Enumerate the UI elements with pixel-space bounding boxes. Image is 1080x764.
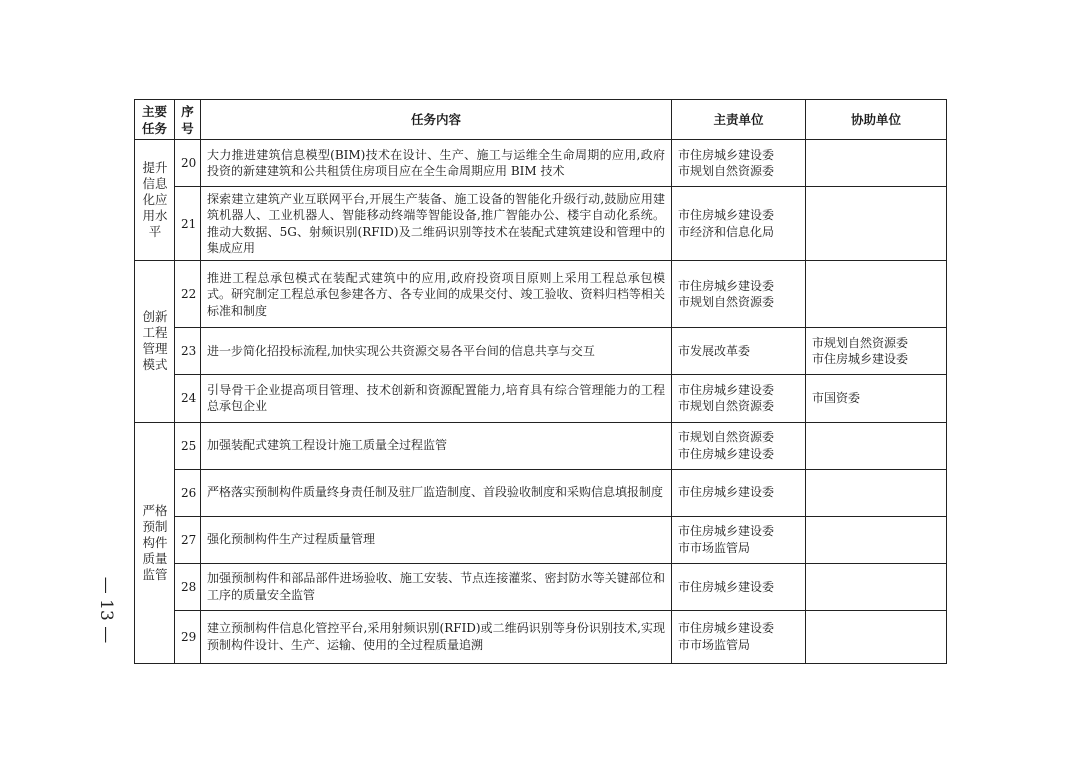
seq-cell: 22 [175,261,201,328]
seq-cell: 23 [175,328,201,375]
header-row [135,100,947,140]
assist-cell: 市国资委 [806,375,947,422]
lead-cell: 市住房城乡建设委 市规划自然资源委 [672,261,806,328]
table-row [135,469,947,516]
table-row [135,563,947,610]
assist-cell [806,563,947,610]
group-cell: 严格预制构件质量监管 [135,422,175,664]
content-cell: 推进工程总承包模式在装配式建筑中的应用,政府投资项目原则上采用工程总承包模式。研究制定工程总承包参建各方、各专业间的成果交付、竣工验收、资料归档等相关标准和制度 [201,261,672,328]
seq-cell: 24 [175,375,201,422]
assist-cell [806,187,947,261]
table-row [135,261,947,328]
table-row [135,140,947,187]
seq-cell: 29 [175,610,201,663]
seq-cell: 20 [175,140,201,187]
table-row [135,610,947,663]
header-assist: 协助单位 [806,100,947,140]
assist-cell [806,469,947,516]
header-task: 主要任务 [135,100,175,140]
content-cell: 进一步简化招投标流程,加快实现公共资源交易各平台间的信息共享与交互 [201,328,672,375]
table-row [135,187,947,261]
content-cell: 建立预制构件信息化管控平台,采用射频识别(RFID)或二维码识别等身份识别技术,实现预制构件设计、生产、运输、使用的全过程质量追溯 [201,610,672,663]
content-cell: 大力推进建筑信息模型(BIM)技术在设计、生产、施工与运维全生命周期的应用,政府投资的新建建筑和公共租赁住房项目应在全生命周期应用 BIM 技术 [201,140,672,187]
content-cell: 引导骨干企业提高项目管理、技术创新和资源配置能力,培育具有综合管理能力的工程总承包企业 [201,375,672,422]
content-cell: 加强装配式建筑工程设计施工质量全过程监管 [201,422,672,469]
content-cell: 严格落实预制构件质量终身责任制及驻厂监造制度、首段验收制度和采购信息填报制度 [201,469,672,516]
lead-cell: 市住房城乡建设委 市规划自然资源委 [672,140,806,187]
task-table [134,99,947,664]
lead-cell: 市住房城乡建设委 [672,563,806,610]
assist-cell: 市规划自然资源委 市住房城乡建设委 [806,328,947,375]
lead-cell: 市住房城乡建设委 市规划自然资源委 [672,375,806,422]
lead-cell: 市发展改革委 [672,328,806,375]
assist-cell [806,422,947,469]
seq-cell: 27 [175,516,201,563]
table-row [135,516,947,563]
lead-cell: 市住房城乡建设委 市经济和信息化局 [672,187,806,261]
assist-cell [806,610,947,663]
seq-cell: 26 [175,469,201,516]
header-content: 任务内容 [201,100,672,140]
assist-cell [806,261,947,328]
lead-cell: 市住房城乡建设委 市市场监管局 [672,610,806,663]
seq-cell: 25 [175,422,201,469]
content-cell: 加强预制构件和部品部件进场验收、施工安装、节点连接灌浆、密封防水等关键部位和工序的质量安全监管 [201,563,672,610]
header-seq: 序号 [175,100,201,140]
page-number: — 13 — [96,576,117,644]
group-cell: 创新工程管理模式 [135,261,175,422]
content-cell: 强化预制构件生产过程质量管理 [201,516,672,563]
assist-cell [806,516,947,563]
lead-cell: 市住房城乡建设委 [672,469,806,516]
lead-cell: 市规划自然资源委 市住房城乡建设委 [672,422,806,469]
assist-cell [806,140,947,187]
header-lead: 主责单位 [672,100,806,140]
page-number-container [94,570,118,650]
seq-cell: 28 [175,563,201,610]
table-row [135,422,947,469]
lead-cell: 市住房城乡建设委 市市场监管局 [672,516,806,563]
table-row [135,328,947,375]
seq-cell: 21 [175,187,201,261]
content-cell: 探索建立建筑产业互联网平台,开展生产装备、施工设备的智能化升级行动,鼓励应用建筑机器人、工业机器人、智能移动终端等智能设备,推广智能办公、楼宇自动化系统。推动大数据、5G、射频识别(RFID)及二维码识别等技术在装配式建筑建设和管理中的集成应用 [201,187,672,261]
table-row [135,375,947,422]
group-cell: 提升信息化应用水平 [135,140,175,261]
